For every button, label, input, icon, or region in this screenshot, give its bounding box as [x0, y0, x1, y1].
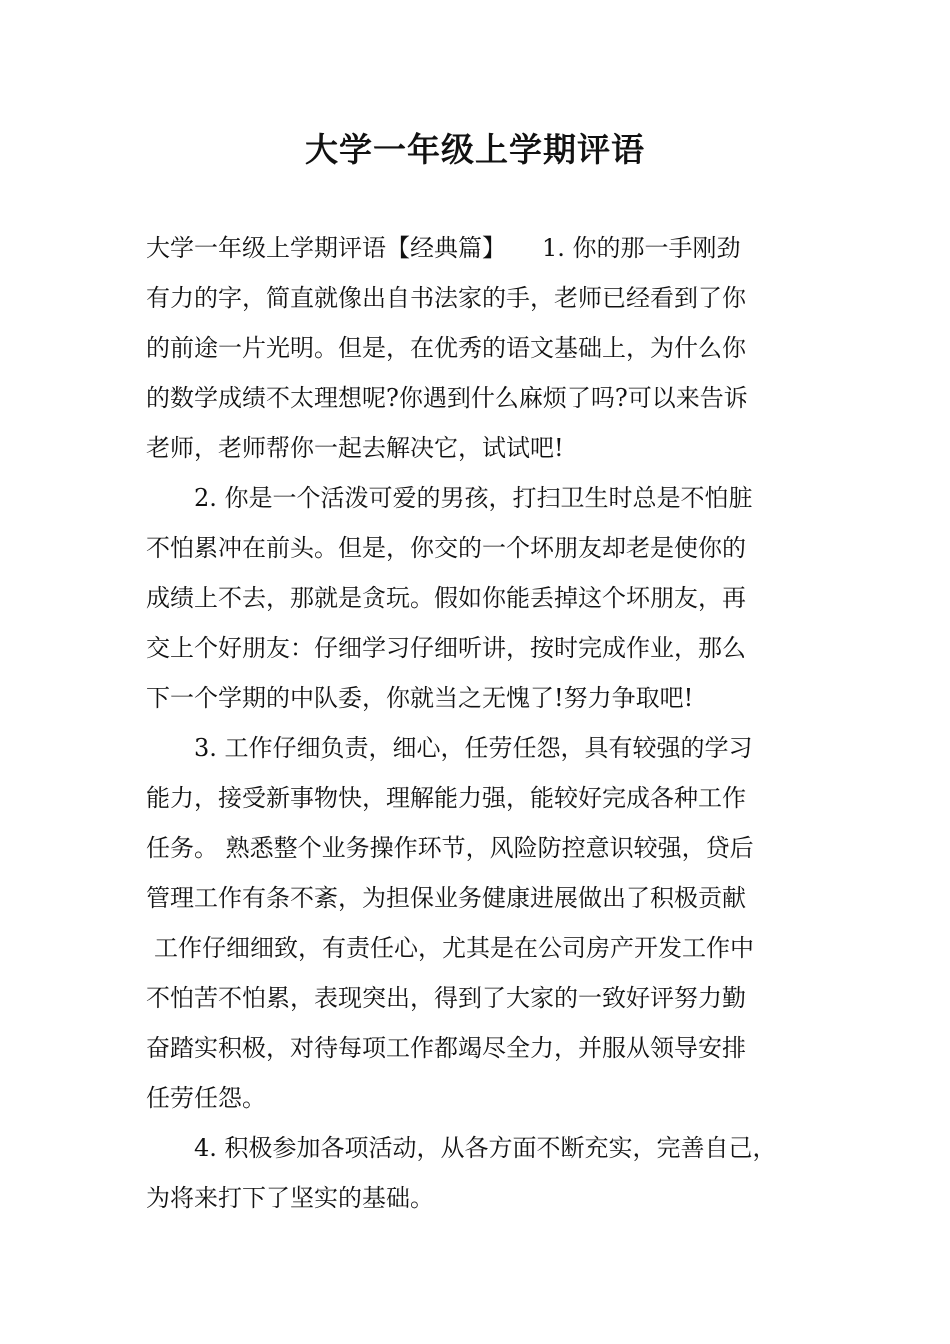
- text-line: 成绩上不去，那就是贪玩。假如你能丢掉这个坏朋友，再: [146, 584, 746, 612]
- text-line: 管理工作有条不紊，为担保业务健康进展做出了积极贡献: [146, 884, 746, 912]
- text-line: 交上个好朋友：仔细学习仔细听讲，按时完成作业，那么: [146, 634, 746, 662]
- text-line: 大学一年级上学期评语【经典篇】 1. 你的那一手刚劲: [146, 234, 741, 262]
- text-line: 工作仔细细致，有责任心，尤其是在公司房产开发工作中: [154, 934, 754, 962]
- page-title: 大学一年级上学期评语: [305, 130, 645, 169]
- text-line: 任劳任怨。: [146, 1084, 266, 1112]
- text-line: 的前途一片光明。但是，在优秀的语文基础上，为什么你: [146, 334, 746, 362]
- text-line: 4. 积极参加各项活动，从各方面不断充实，完善自己，: [194, 1134, 777, 1162]
- text-line: 任务。 熟悉整个业务操作环节，风险防控意识较强，贷后: [146, 834, 754, 862]
- text-line: 不怕累冲在前头。但是，你交的一个坏朋友却老是使你的: [146, 534, 746, 562]
- text-line: 有力的字，简直就像出自书法家的手，老师已经看到了你: [146, 284, 746, 312]
- text-line: 2. 你是一个活泼可爱的男孩，打扫卫生时总是不怕脏: [194, 484, 753, 512]
- text-line: 老师，老师帮你一起去解决它，试试吧!: [146, 434, 564, 462]
- text-line: 奋踏实积极，对待每项工作都竭尽全力，并服从领导安排: [146, 1034, 746, 1062]
- text-line: 下一个学期的中队委，你就当之无愧了!努力争取吧!: [146, 684, 694, 712]
- text-line: 能力，接受新事物快，理解能力强，能较好完成各种工作: [146, 784, 746, 812]
- text-line: 为将来打下了坚实的基础。: [146, 1184, 434, 1212]
- text-line: 3. 工作仔细负责，细心，任劳任怨，具有较强的学习: [194, 734, 753, 762]
- text-line: 的数学成绩不太理想呢?你遇到什么麻烦了吗?可以来告诉: [146, 384, 748, 412]
- text-line: 不怕苦不怕累，表现突出，得到了大家的一致好评努力勤: [146, 984, 746, 1012]
